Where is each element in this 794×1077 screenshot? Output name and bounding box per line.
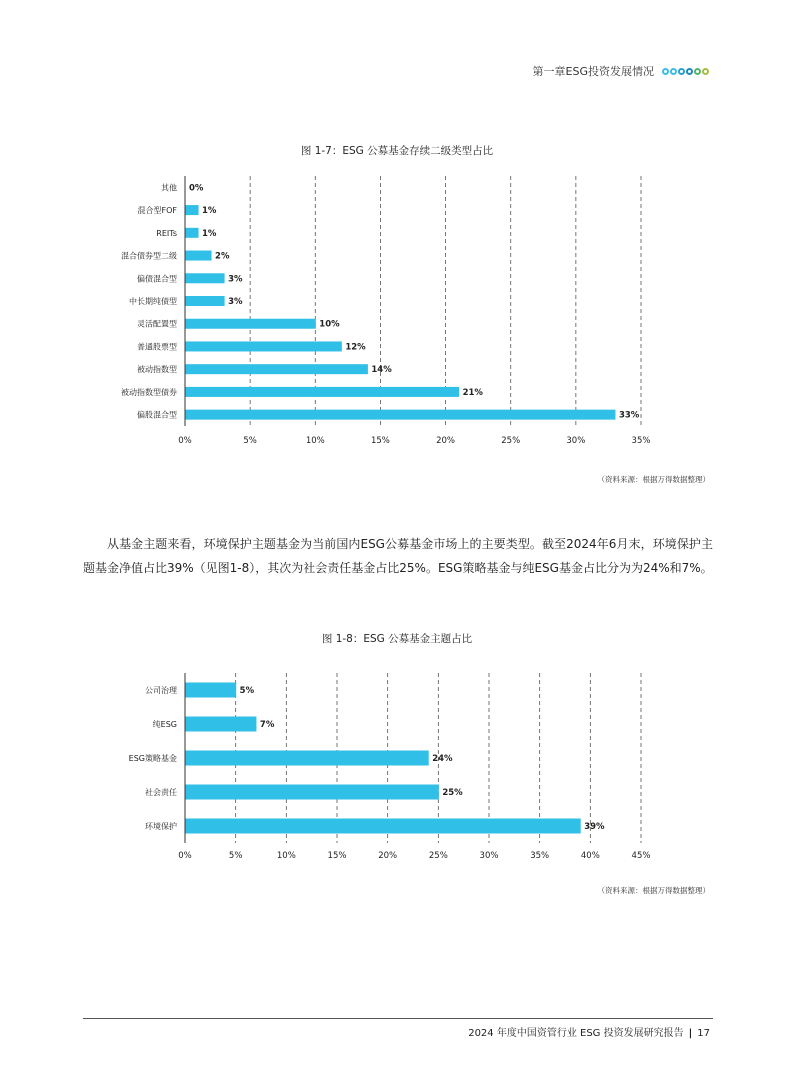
x-tick-label: 20% bbox=[436, 436, 456, 446]
bar bbox=[186, 341, 342, 351]
data-label: 10% bbox=[319, 319, 340, 330]
ring-icon bbox=[678, 68, 685, 75]
figure-1-title: 图 1-7：ESG 公募基金存续二级类型占比 bbox=[300, 145, 494, 157]
figure-2-source: （资料来源：根据万得数据整理） bbox=[597, 886, 710, 895]
bar bbox=[186, 683, 237, 698]
bar bbox=[186, 228, 199, 238]
x-tick-label: 15% bbox=[370, 436, 390, 446]
chapter-title: 第一章ESG投资发展情况 bbox=[532, 65, 654, 78]
category-label: 环境保护 bbox=[145, 822, 177, 831]
x-tick-label: 45% bbox=[631, 851, 651, 861]
data-label: 2% bbox=[215, 251, 230, 262]
category-label: 中长期纯债型 bbox=[129, 297, 177, 306]
data-label: 24% bbox=[432, 754, 453, 764]
category-label: 公司治理 bbox=[145, 686, 177, 695]
bar bbox=[186, 364, 368, 374]
x-tick-label: 25% bbox=[428, 851, 448, 861]
category-label: ESG策略基金 bbox=[128, 754, 177, 763]
category-label: 偏债混合型 bbox=[137, 274, 177, 284]
data-label: 7% bbox=[259, 720, 275, 730]
report-title: 2024 年度中国资管行业 ESG 投资发展研究报告 bbox=[468, 1028, 684, 1039]
x-tick-label: 30% bbox=[566, 436, 586, 446]
data-label: 5% bbox=[239, 686, 255, 696]
x-tick-label: 15% bbox=[327, 851, 347, 861]
page-number: 17 bbox=[697, 1028, 710, 1039]
category-label: 混合型FOF bbox=[137, 206, 177, 216]
bar bbox=[186, 205, 199, 215]
bar bbox=[186, 251, 212, 261]
page-header bbox=[533, 63, 710, 79]
data-label: 1% bbox=[202, 228, 217, 239]
category-label: 混合债券型二级 bbox=[121, 251, 177, 261]
category-label: 偏股混合型 bbox=[137, 410, 177, 420]
category-label: 其他 bbox=[161, 183, 177, 193]
bar bbox=[186, 785, 439, 800]
figure-2-title: 图 1-8：ESG 公募基金主题占比 bbox=[321, 633, 473, 645]
data-label: 3% bbox=[228, 297, 243, 307]
data-label: 21% bbox=[462, 387, 483, 398]
x-tick-label: 10% bbox=[276, 851, 296, 861]
footer-separator: | bbox=[688, 1028, 693, 1039]
x-tick-label: 0% bbox=[178, 851, 192, 861]
category-label: 灵活配置型 bbox=[137, 319, 177, 329]
data-label: 25% bbox=[442, 788, 463, 798]
category-label: REITs bbox=[156, 228, 177, 238]
data-label: 1% bbox=[202, 206, 217, 217]
data-label: 14% bbox=[371, 365, 392, 376]
chart-fund-themes bbox=[0, 660, 794, 870]
data-label: 39% bbox=[584, 822, 605, 832]
x-tick-label: 5% bbox=[243, 436, 257, 446]
x-tick-label: 25% bbox=[501, 436, 521, 446]
x-tick-label: 5% bbox=[228, 851, 243, 861]
bar bbox=[186, 296, 225, 306]
bar bbox=[186, 273, 225, 283]
x-tick-label: 20% bbox=[378, 851, 398, 861]
bar bbox=[186, 751, 429, 766]
ring-icon bbox=[694, 68, 701, 75]
category-label: 被动指数型 bbox=[137, 365, 177, 375]
footer-divider bbox=[83, 1018, 713, 1019]
bar bbox=[186, 819, 581, 834]
decorative-rings-icon bbox=[662, 68, 710, 75]
ring-icon bbox=[702, 68, 709, 75]
x-tick-label: 35% bbox=[530, 851, 550, 861]
ring-icon bbox=[686, 68, 693, 75]
data-label: 3% bbox=[228, 274, 243, 285]
bar bbox=[186, 319, 316, 329]
ring-icon bbox=[670, 68, 677, 75]
data-label: 0% bbox=[189, 183, 204, 194]
chart-fund-types bbox=[0, 165, 794, 455]
category-label: 普通股票型 bbox=[137, 342, 177, 352]
page-footer bbox=[468, 1024, 710, 1039]
data-label: 33% bbox=[618, 410, 640, 421]
category-label: 纯ESG bbox=[152, 720, 177, 729]
category-label: 社会责任 bbox=[145, 788, 177, 797]
x-tick-label: 0% bbox=[178, 436, 192, 446]
data-label: 12% bbox=[345, 342, 366, 353]
bar bbox=[186, 410, 616, 420]
bar bbox=[186, 387, 460, 397]
x-tick-label: 10% bbox=[305, 436, 325, 446]
bar bbox=[186, 717, 257, 732]
x-tick-label: 35% bbox=[631, 436, 651, 446]
figure-1-source: （资料来源：根据万得数据整理） bbox=[597, 475, 710, 484]
x-tick-label: 40% bbox=[580, 851, 600, 861]
ring-icon bbox=[662, 68, 669, 75]
x-tick-label: 30% bbox=[479, 851, 499, 861]
body-paragraph: 从基金主题来看，环境保护主题基金为当前国内ESG公募基金市场上的主要类型。截至2024年6月末，环境保护主题基金净值占比39%（见图1-8），其次为社会责任基金占比25%。ESG策略基金与纯ESG基金占比分为为24%和7%。 bbox=[83, 537, 713, 575]
category-label: 被动指数型债券 bbox=[121, 387, 177, 397]
